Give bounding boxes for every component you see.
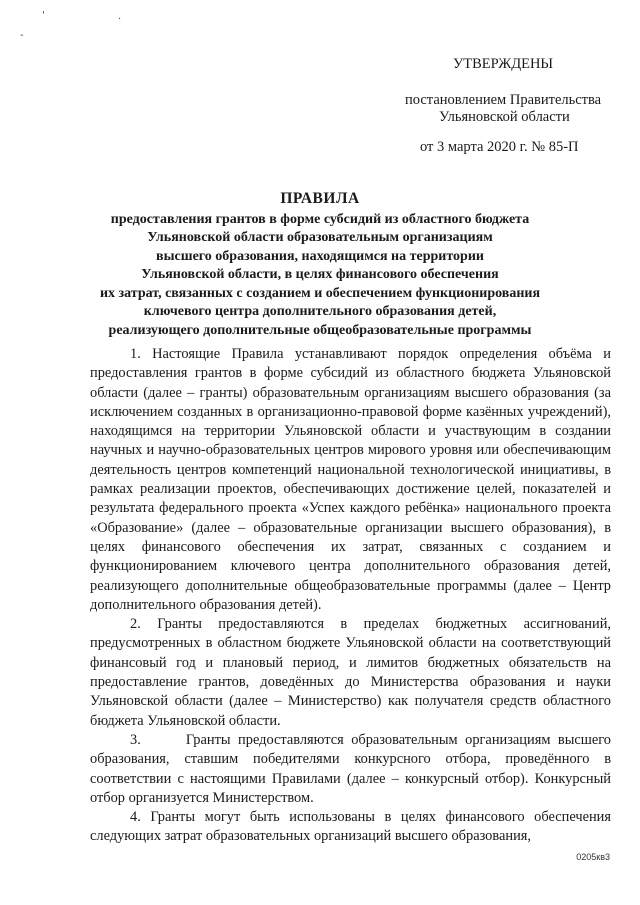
title-line: реализующего дополнительные общеобразовательные программы	[108, 322, 532, 338]
document-body	[90, 345, 615, 847]
paragraph: 3. Гранты предоставляются образовательным организациям высшего образования, ставшим победителями конкурсного отбора, проведённого в соответствии с настоящими Правилами (далее – конкурсный отбор). Конкурсный отбор организуется Министерством.	[90, 731, 615, 806]
paragraph: 4. Гранты могут быть использованы в целях финансового обеспечения следующих затрат образовательных организаций высшего образования,	[90, 809, 611, 845]
title-line: ключевого центра дополнительного образования детей,	[143, 304, 497, 319]
scan-mark: -	[20, 30, 24, 41]
approval-date: от 3 марта 2020 г. № 85-П	[420, 139, 579, 155]
title-line: высшего образования, находящимся на территории	[156, 248, 484, 264]
scan-mark: '	[42, 10, 45, 21]
paragraph: 2. Гранты предоставляются в пределах бюджетных ассигнований, предусмотренных в областном бюджете Ульяновской области на соответствующий финансовый год и плановый период, и лимитов бюджетных обязательств на предоставление грантов, доведённых до Министерства образования и науки Ульяновской области (далее – Министерство) как получателя средств областного бюджета Ульяновской области.	[90, 616, 611, 729]
approval-line: постановлением Правительства	[405, 92, 602, 108]
title-line: предоставления грантов в форме субсидий из областного бюджета	[110, 211, 530, 227]
approval-line: Ульяновской области	[439, 109, 570, 125]
paragraph: 1. Настоящие Правила устанавливают порядок определения объёма и предоставления грантов в форме субсидий из областного бюджета Ульяновской области (далее – гранты) образовательным организациям высшего образования (за исключением созданных в организационно-правовой форме казённых учреждений), находящимся на территории Ульяновской области и участвующим в создании научных и научно-образовательных центров мирового уровня или обеспечивающим деятельность центров компетенций национальной технологической инициативы, в рамках реализации проектов, обеспечивающих достижение целей, показателей и результата федерального проекта «Успех каждого ребёнка» национального проекта «Образование» (далее – образовательные организации высшего образования), в целях финансового обеспечения их затрат, связанных с созданием и функционированием ключевого центра дополнительного образования детей, реализующего дополнительные общеобразовательные программы (далее – Центр дополнительного образования детей).	[90, 346, 611, 613]
title-line: Ульяновской области, в целях финансового обеспечения	[141, 267, 499, 282]
title-main: ПРАВИЛА	[280, 190, 360, 207]
scan-mark: ·	[118, 14, 122, 25]
approval-heading: УТВЕРЖДЕНЫ	[453, 56, 554, 72]
document-title	[0, 190, 640, 340]
title-line: их затрат, связанных с созданием и обеспечением функционирования	[99, 285, 541, 301]
title-line: Ульяновской области образовательным организациям	[147, 230, 493, 245]
document-code: 0205кв3	[576, 852, 610, 862]
